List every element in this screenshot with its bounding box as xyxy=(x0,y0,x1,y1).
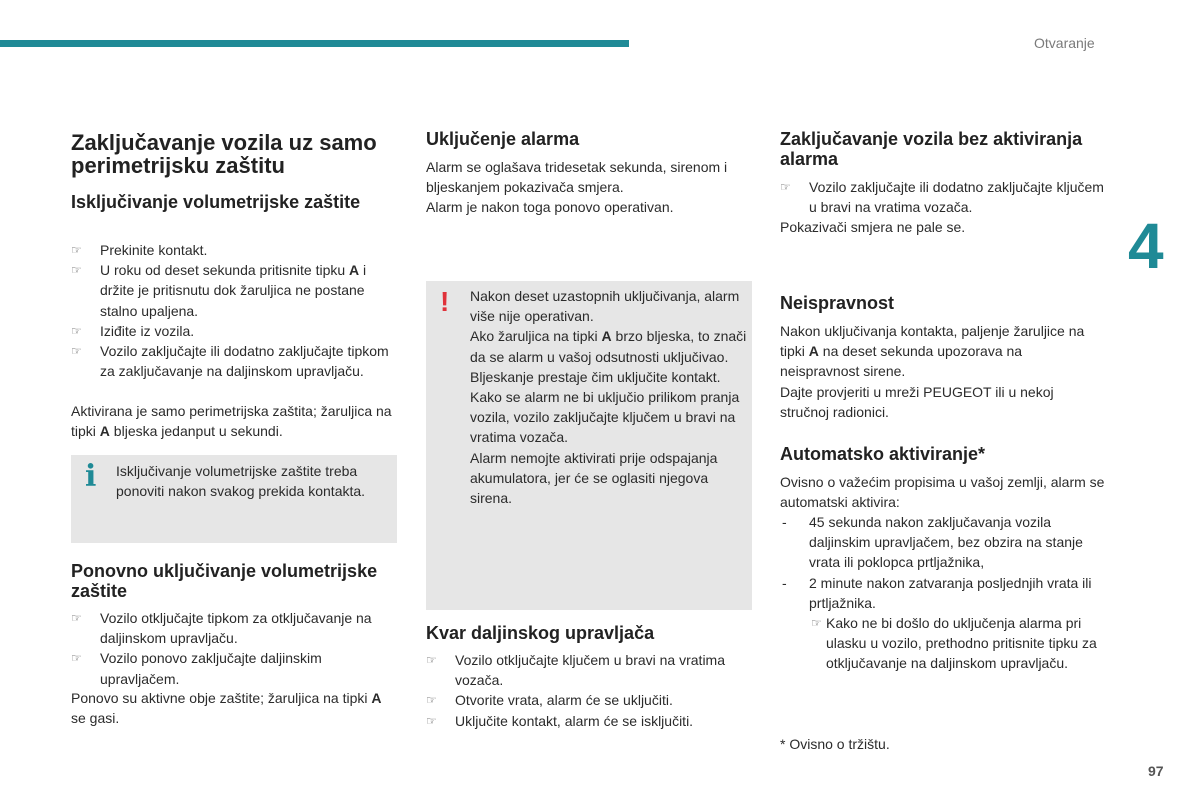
pointer-bullet-icon: ☞ xyxy=(426,713,437,728)
dash-bullet: - xyxy=(782,514,787,530)
section-title: Otvaranje xyxy=(1034,35,1095,51)
pointer-bullet-icon: ☞ xyxy=(811,616,822,631)
col3-lock-title: Zaključavanje vozila bez aktiviranja alarma xyxy=(780,129,1083,169)
col1-sub1-title: Isključivanje volumetrijske zaštite xyxy=(71,192,361,212)
footnote: * Ovisno o tržištu. xyxy=(780,736,890,752)
col1-sub2-note: Ponovo su aktivne obje zaštite; žaruljica na tipki A se gasi. xyxy=(71,690,382,727)
pointer-bullet-icon: ☞ xyxy=(780,180,791,194)
col3-lock-note: Pokazivači smjera ne pale se. xyxy=(780,219,966,235)
col1-sub1-bullets xyxy=(71,240,397,381)
list-item: ☞ Vozilo otključajte tipkom za otključavanje na daljinskom upravljaču. xyxy=(71,610,372,647)
list-item: ☞ Uključite kontakt, alarm će se isključiti. xyxy=(426,711,752,731)
pointer-bullet-icon: ☞ xyxy=(71,323,82,338)
pointer-bullet-icon: ☞ xyxy=(71,651,82,666)
col2-remote-bullets xyxy=(426,650,752,731)
pointer-bullet-icon: ☞ xyxy=(426,653,437,667)
dash-bullet: - xyxy=(782,574,787,591)
info-text: Isključivanje volumetrijske zaštite treba ponoviti nakon svakog prekida kontakta. xyxy=(116,463,366,500)
list-item: - 2 minute nakon zatvaranja posljednjih vrata ili prtljažnika. ☞ Kako ne bi došlo do uključenja alarma pri ulasku u vozilo, prethodno pritisnite tipku za otključavanje na daljinskom upravljaču. xyxy=(780,573,1110,674)
list-item: ☞ Iziđite iz vozila. xyxy=(71,321,397,341)
warning-box xyxy=(426,281,752,610)
col1-sub2-title: Ponovno uključivanje volumetrijske zaštite xyxy=(71,561,378,601)
col3-fault-title: Neispravnost xyxy=(780,293,895,313)
pointer-bullet-icon: ☞ xyxy=(426,693,437,708)
header-accent-bar xyxy=(0,40,629,47)
pointer-bullet-icon: ☞ xyxy=(71,611,82,625)
col3-lock-bullets xyxy=(780,177,1110,217)
page-number: 97 xyxy=(1148,763,1164,779)
pointer-bullet-icon: ☞ xyxy=(71,263,82,278)
list-item: ☞ Vozilo ponovo zaključajte daljinskim upravljačem. xyxy=(71,650,322,687)
col1-sub1-note: Aktivirana je samo perimetrijska zaštita; žaruljica na tipki A bljeska jedanput u sekundi. xyxy=(71,403,392,440)
col1-sub2-bullets xyxy=(71,608,397,689)
list-item: ☞ Vozilo zaključajte ili dodatno zaključajte ključem u bravi na vratima vozača. xyxy=(780,179,1104,216)
list-item: ☞ U roku od deset sekunda pritisnite tipku A i držite je pritisnutu dok žaruljica ne postane stalno upaljena. xyxy=(71,262,367,319)
col3-fault-body: Nakon uključivanja kontakta, paljenje žaruljice na tipki A na deset sekunda upozorava na neispravnost sirene. Dajte provjeriti u mreži PEUGEOT ili u nekoj stručnoj radionici. xyxy=(780,323,1085,420)
list-item: ☞ Vozilo otključajte ključem u bravi na vratima vozača. xyxy=(426,652,726,689)
info-icon: i xyxy=(85,459,97,494)
pointer-bullet-icon: ☞ xyxy=(71,243,82,257)
chapter-number: 4 xyxy=(1128,210,1164,282)
col2-body: Alarm se oglašava tridesetak sekunda, sirenom i bljeskanjem pokazivača smjera. Alarm je nakon toga ponovo operativan. xyxy=(426,159,728,216)
list-item: - 45 sekunda nakon zaključavanja vozila daljinskim upravljačem, bez obzira na stanje vrata ili poklopca prtljažnika, xyxy=(782,514,1083,571)
warning-text: Nakon deset uzastopnih uključivanja, alarm više nije operativan. Ako žaruljica na tipki A brzo bljeska, to znači da se alarm u vašoj odsutnosti uključivao. Bljeskanje prestaje čim uključite kontakt. Kako se alarm ne bi uključio prilikom pranja vozila, vozilo zaključajte ključem u bravi na vratima vozača. Alarm nemojte aktivirati prije odspajanja akumulatora, jer će se oglasiti njegova sirena. xyxy=(470,288,747,507)
pointer-bullet-icon: ☞ xyxy=(71,344,82,359)
nested-list-item: ☞ Kako ne bi došlo do uključenja alarma pri ulasku u vozilo, prethodno pritisnite tipku za otključavanje na daljinskom upravljaču. xyxy=(811,615,1097,672)
col1-title: Zaključavanje vozila uz samo perimetrijsku zaštitu xyxy=(71,130,377,178)
list-item: ☞ Prekinite kontakt. xyxy=(71,240,397,260)
warning-icon: ! xyxy=(440,286,450,317)
col2-title: Uključenje alarma xyxy=(426,129,580,149)
col3-auto-title: Automatsko aktiviranje* xyxy=(780,444,986,464)
col2-remote-title: Kvar daljinskog upravljača xyxy=(426,623,655,643)
col3-auto-items xyxy=(780,512,1110,674)
info-box xyxy=(71,455,397,543)
list-item: ☞ Vozilo zaključajte ili dodatno zaključajte tipkom za zaključavanje na daljinskom upravljaču. xyxy=(71,343,389,380)
col3-auto-intro: Ovisno o važećim propisima u vašoj zemlji, alarm se automatski aktivira: xyxy=(780,474,1105,511)
list-item: ☞ Otvorite vrata, alarm će se uključiti. xyxy=(426,690,752,710)
